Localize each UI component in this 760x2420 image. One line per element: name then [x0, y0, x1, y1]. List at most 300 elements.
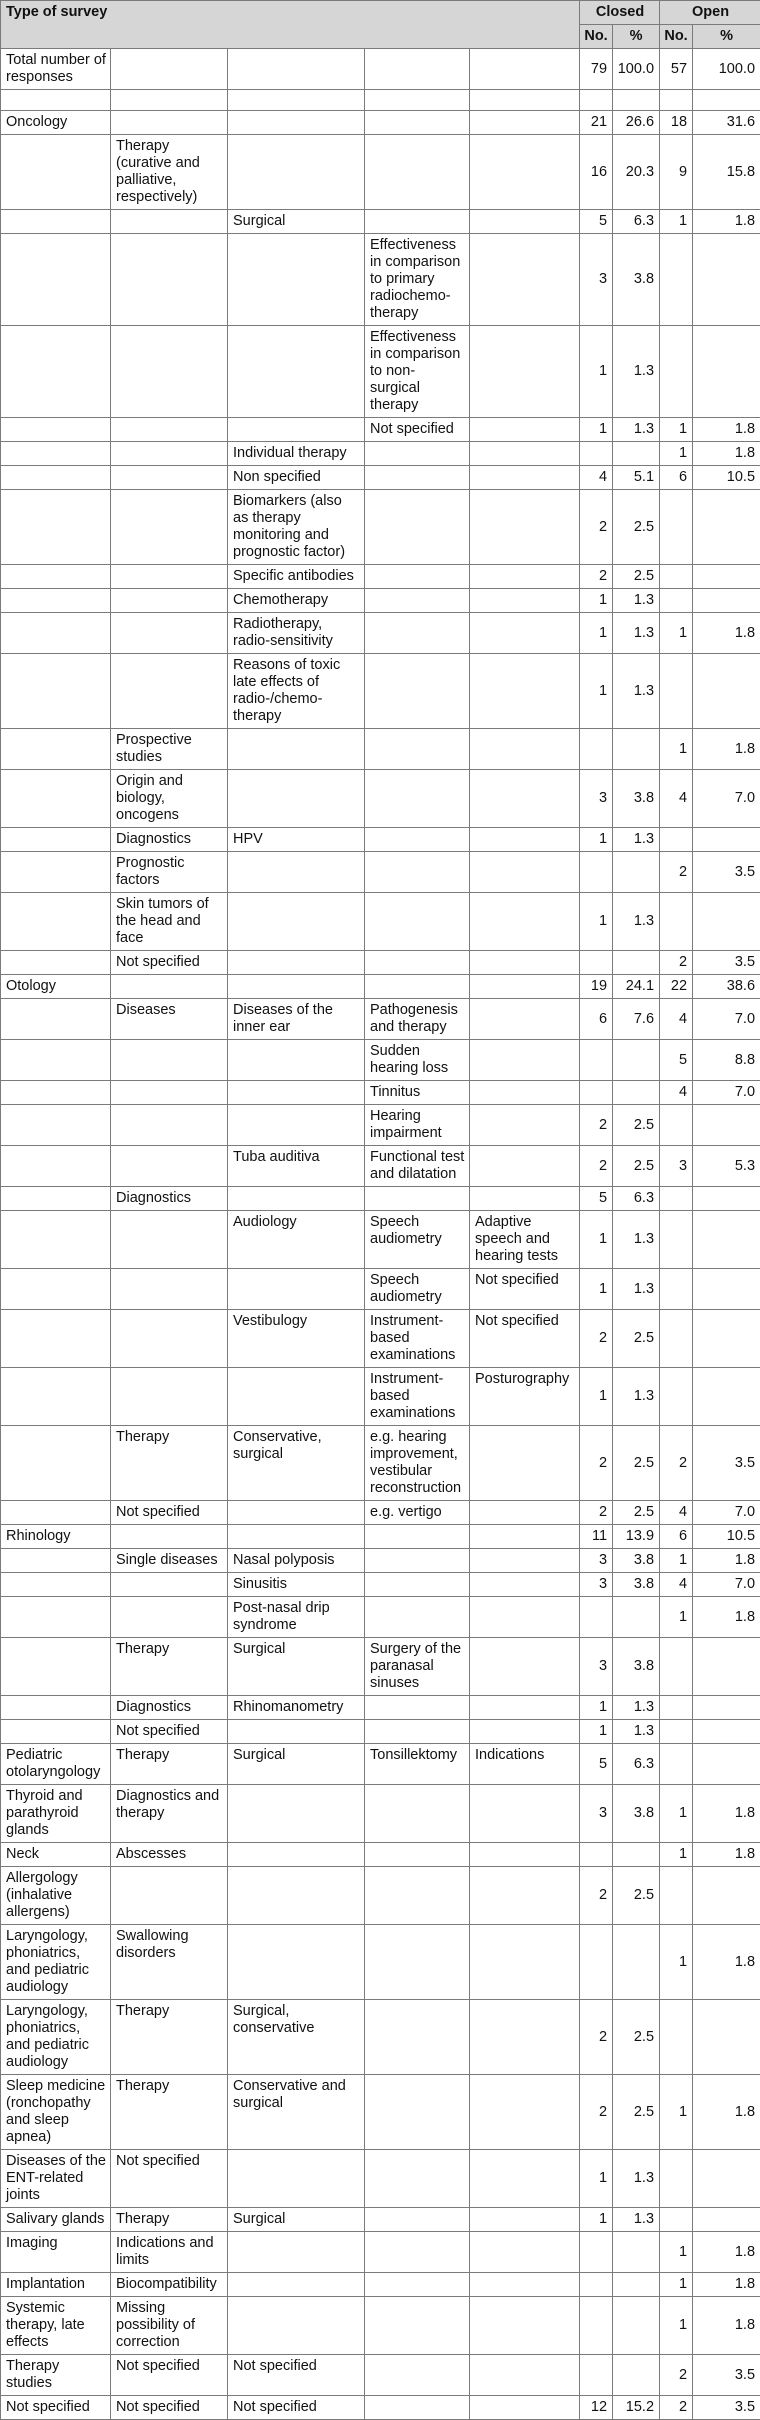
detail-cell — [470, 1426, 580, 1501]
type-of-survey-header: Type of survey — [1, 1, 580, 49]
open-pct-cell: 1.8 — [693, 613, 760, 654]
detail-cell — [470, 1843, 580, 1867]
subtopic-cell — [365, 1573, 470, 1597]
open-pct-cell — [693, 326, 760, 418]
topic-cell — [228, 729, 365, 770]
subcategory-cell: Swallowing disorders — [111, 1925, 228, 2000]
closed-pct-cell: 1.3 — [613, 828, 660, 852]
detail-cell — [470, 770, 580, 828]
closed-pct-cell: 2.5 — [613, 1310, 660, 1368]
closed-pct-cell: 7.6 — [613, 999, 660, 1040]
open-no-cell: 1 — [660, 1925, 693, 2000]
open-pct-cell: 31.6 — [693, 111, 760, 135]
subtopic-cell — [365, 1843, 470, 1867]
closed-no-cell: 1 — [580, 1720, 613, 1744]
closed-pct-cell: 1.3 — [613, 613, 660, 654]
subtopic-cell: e.g. vertigo — [365, 1501, 470, 1525]
open-pct-cell: 5.3 — [693, 1146, 760, 1187]
category-cell — [1, 234, 111, 326]
detail-cell — [470, 1867, 580, 1925]
open-no-cell — [660, 565, 693, 589]
open-no-cell — [660, 1867, 693, 1925]
subtopic-cell — [365, 2273, 470, 2297]
subtopic-cell: Instrument-based examinations — [365, 1310, 470, 1368]
subtopic-cell — [365, 2150, 470, 2208]
open-no-cell: 4 — [660, 1573, 693, 1597]
category-cell — [1, 1549, 111, 1573]
subcategory-cell: Diagnostics and therapy — [111, 1785, 228, 1843]
detail-cell — [470, 234, 580, 326]
closed-no-cell — [580, 442, 613, 466]
closed-header: Closed — [580, 1, 660, 25]
detail-cell — [470, 951, 580, 975]
detail-cell — [470, 2355, 580, 2396]
closed-no-cell: 3 — [580, 1573, 613, 1597]
detail-cell — [470, 2273, 580, 2297]
closed-pct-cell: 1.3 — [613, 326, 660, 418]
subcategory-cell — [111, 442, 228, 466]
closed-pct-cell: 1.3 — [613, 1720, 660, 1744]
table-row — [1, 565, 760, 589]
category-cell: Pediatric otolaryngology — [1, 1744, 111, 1785]
category-cell — [1, 1501, 111, 1525]
open-pct-cell: 10.5 — [693, 1525, 760, 1549]
detail-cell — [470, 418, 580, 442]
subtopic-cell — [365, 975, 470, 999]
topic-cell: Surgical — [228, 1638, 365, 1696]
closed-pct-cell: 13.9 — [613, 1525, 660, 1549]
detail-cell — [470, 2232, 580, 2273]
subcategory-cell: Prospective studies — [111, 729, 228, 770]
open-no-cell — [660, 326, 693, 418]
category-cell — [1, 1310, 111, 1368]
subtopic-cell — [365, 589, 470, 613]
closed-pct-cell — [613, 2355, 660, 2396]
category-cell — [1, 490, 111, 565]
topic-cell — [228, 2273, 365, 2297]
closed-no-cell: 79 — [580, 49, 613, 90]
closed-no-cell: 5 — [580, 1187, 613, 1211]
category-cell — [1, 1426, 111, 1501]
subtopic-cell — [365, 1720, 470, 1744]
detail-cell — [470, 442, 580, 466]
topic-cell — [228, 2297, 365, 2355]
closed-no-cell: 2 — [580, 1867, 613, 1925]
category-cell: Salivary glands — [1, 2208, 111, 2232]
subcategory-cell — [111, 90, 228, 111]
subtopic-cell — [365, 2355, 470, 2396]
topic-cell — [228, 1720, 365, 1744]
open-pct-cell — [693, 234, 760, 326]
open-pct-cell — [693, 1211, 760, 1269]
table-row — [1, 1146, 760, 1187]
topic-cell — [228, 975, 365, 999]
table-row — [1, 1785, 760, 1843]
category-cell — [1, 210, 111, 234]
closed-no-cell: 1 — [580, 2150, 613, 2208]
table-row — [1, 210, 760, 234]
table-row — [1, 1081, 760, 1105]
closed-pct-cell: 3.8 — [613, 1549, 660, 1573]
closed-no-cell — [580, 852, 613, 893]
topic-cell — [228, 893, 365, 951]
subtopic-cell — [365, 770, 470, 828]
subcategory-cell — [111, 1269, 228, 1310]
topic-cell: Reasons of toxic late effects of radio-/chemo-therapy — [228, 654, 365, 729]
table-row — [1, 1843, 760, 1867]
table-row — [1, 1211, 760, 1269]
subcategory-cell: Diseases — [111, 999, 228, 1040]
open-no-cell: 9 — [660, 135, 693, 210]
table-row — [1, 1525, 760, 1549]
topic-cell — [228, 135, 365, 210]
category-cell: Implantation — [1, 2273, 111, 2297]
topic-cell — [228, 111, 365, 135]
subcategory-cell — [111, 418, 228, 442]
open-pct-cell — [693, 1310, 760, 1368]
subtopic-cell — [365, 1785, 470, 1843]
subtopic-cell — [365, 565, 470, 589]
closed-no-cell — [580, 1597, 613, 1638]
category-cell — [1, 852, 111, 893]
open-no-cell: 6 — [660, 1525, 693, 1549]
detail-cell — [470, 654, 580, 729]
closed-pct-cell: 2.5 — [613, 1867, 660, 1925]
closed-pct-cell — [613, 1925, 660, 2000]
closed-pct-cell: 20.3 — [613, 135, 660, 210]
detail-cell — [470, 1720, 580, 1744]
category-cell — [1, 565, 111, 589]
open-pct-cell: 8.8 — [693, 1040, 760, 1081]
subcategory-cell: Not specified — [111, 2396, 228, 2420]
subcategory-cell: Not specified — [111, 1501, 228, 1525]
subtopic-cell: Functional test and dilatation — [365, 1146, 470, 1187]
closed-no-cell: 1 — [580, 1696, 613, 1720]
topic-cell: Surgical — [228, 2208, 365, 2232]
open-pct-cell — [693, 2000, 760, 2075]
topic-cell: Rhinomanometry — [228, 1696, 365, 1720]
subtopic-cell — [365, 951, 470, 975]
table-row — [1, 1105, 760, 1146]
open-pct-cell: 3.5 — [693, 2396, 760, 2420]
open-pct-cell: 7.0 — [693, 1081, 760, 1105]
open-no-cell — [660, 2000, 693, 2075]
topic-cell: Surgical — [228, 210, 365, 234]
open-no-cell — [660, 1744, 693, 1785]
closed-no-cell: 5 — [580, 1744, 613, 1785]
closed-pct-cell: 3.8 — [613, 770, 660, 828]
closed-no-cell: 6 — [580, 999, 613, 1040]
open-no-cell — [660, 1211, 693, 1269]
detail-cell — [470, 1146, 580, 1187]
topic-cell — [228, 951, 365, 975]
closed-pct-cell — [613, 951, 660, 975]
table-header — [1, 1, 760, 49]
subtopic-cell: Effectiveness in comparison to primary radiochemo-therapy — [365, 234, 470, 326]
subcategory-cell — [111, 1597, 228, 1638]
subcategory-cell — [111, 1105, 228, 1146]
closed-pct-cell — [613, 90, 660, 111]
detail-cell — [470, 565, 580, 589]
topic-cell — [228, 418, 365, 442]
subtopic-cell: Tonsillektomy — [365, 1744, 470, 1785]
subcategory-cell — [111, 1040, 228, 1081]
open-pct-cell — [693, 1368, 760, 1426]
topic-cell — [228, 1525, 365, 1549]
open-pct-cell — [693, 490, 760, 565]
category-cell — [1, 1081, 111, 1105]
subtopic-cell: Surgery of the paranasal sinuses — [365, 1638, 470, 1696]
subcategory-cell: Skin tumors of the head and face — [111, 893, 228, 951]
subcategory-cell: Therapy (curative and palliative, respectively) — [111, 135, 228, 210]
closed-pct-cell: 2.5 — [613, 1426, 660, 1501]
subtopic-cell: Tinnitus — [365, 1081, 470, 1105]
open-pct-cell — [693, 893, 760, 951]
closed-pct-cell: 2.5 — [613, 2000, 660, 2075]
detail-cell: Posturography — [470, 1368, 580, 1426]
subcategory-cell: Not specified — [111, 2355, 228, 2396]
topic-cell: Surgical — [228, 1744, 365, 1785]
header-row-1 — [1, 1, 760, 25]
table-row — [1, 770, 760, 828]
closed-no-cell: 3 — [580, 1638, 613, 1696]
detail-cell — [470, 49, 580, 90]
open-pct-header: % — [693, 25, 760, 49]
open-pct-cell: 3.5 — [693, 852, 760, 893]
subcategory-cell: Diagnostics — [111, 828, 228, 852]
table-row — [1, 1549, 760, 1573]
subcategory-cell: Not specified — [111, 2150, 228, 2208]
subtopic-cell — [365, 729, 470, 770]
topic-cell: Chemotherapy — [228, 589, 365, 613]
topic-cell — [228, 234, 365, 326]
subtopic-cell — [365, 135, 470, 210]
closed-pct-cell: 2.5 — [613, 490, 660, 565]
closed-pct-cell: 1.3 — [613, 2208, 660, 2232]
closed-pct-cell: 26.6 — [613, 111, 660, 135]
topic-cell: Specific antibodies — [228, 565, 365, 589]
open-pct-cell — [693, 1269, 760, 1310]
category-cell — [1, 893, 111, 951]
table-row — [1, 729, 760, 770]
table-row — [1, 1573, 760, 1597]
topic-cell: Radiotherapy, radio-sensitivity — [228, 613, 365, 654]
open-no-cell — [660, 654, 693, 729]
topic-cell: Not specified — [228, 2396, 365, 2420]
open-no-cell: 22 — [660, 975, 693, 999]
closed-pct-cell: 1.3 — [613, 2150, 660, 2208]
open-no-cell — [660, 1105, 693, 1146]
closed-pct-cell — [613, 729, 660, 770]
open-no-cell: 2 — [660, 951, 693, 975]
topic-cell — [228, 1040, 365, 1081]
subcategory-cell: Diagnostics — [111, 1187, 228, 1211]
subtopic-cell — [365, 1925, 470, 2000]
topic-cell: Non specified — [228, 466, 365, 490]
table-row — [1, 893, 760, 951]
detail-cell — [470, 2208, 580, 2232]
detail-cell — [470, 1785, 580, 1843]
open-no-cell: 2 — [660, 2355, 693, 2396]
topic-cell — [228, 1269, 365, 1310]
table-row — [1, 442, 760, 466]
subtopic-cell — [365, 1597, 470, 1638]
topic-cell — [228, 852, 365, 893]
open-pct-cell — [693, 1638, 760, 1696]
category-cell: Not specified — [1, 2396, 111, 2420]
category-cell: Otology — [1, 975, 111, 999]
subtopic-cell — [365, 49, 470, 90]
topic-cell: Conservative, surgical — [228, 1426, 365, 1501]
open-no-cell: 1 — [660, 1549, 693, 1573]
topic-cell — [228, 326, 365, 418]
closed-no-cell — [580, 1843, 613, 1867]
subcategory-cell — [111, 565, 228, 589]
closed-no-cell: 1 — [580, 1269, 613, 1310]
subcategory-cell — [111, 1867, 228, 1925]
subcategory-cell — [111, 1368, 228, 1426]
closed-pct-cell — [613, 852, 660, 893]
detail-cell — [470, 1501, 580, 1525]
open-pct-cell: 7.0 — [693, 1501, 760, 1525]
table-row — [1, 852, 760, 893]
detail-cell: Not specified — [470, 1310, 580, 1368]
open-no-cell — [660, 1187, 693, 1211]
topic-cell: Individual therapy — [228, 442, 365, 466]
subcategory-cell — [111, 589, 228, 613]
table-row — [1, 326, 760, 418]
topic-cell: Audiology — [228, 1211, 365, 1269]
open-no-cell: 1 — [660, 2232, 693, 2273]
closed-pct-cell: 2.5 — [613, 1105, 660, 1146]
subcategory-cell — [111, 613, 228, 654]
detail-cell — [470, 1040, 580, 1081]
open-pct-cell: 1.8 — [693, 2273, 760, 2297]
category-cell — [1, 326, 111, 418]
topic-cell — [228, 49, 365, 90]
open-header: Open — [660, 1, 760, 25]
open-no-cell: 1 — [660, 2273, 693, 2297]
closed-no-cell — [580, 1925, 613, 2000]
subcategory-cell — [111, 490, 228, 565]
category-cell: Rhinology — [1, 1525, 111, 1549]
category-cell: Laryngology, phoniatrics, and pediatric audiology — [1, 1925, 111, 2000]
table-row — [1, 654, 760, 729]
subcategory-cell — [111, 975, 228, 999]
closed-no-cell: 1 — [580, 613, 613, 654]
open-pct-cell: 1.8 — [693, 2297, 760, 2355]
open-pct-cell: 1.8 — [693, 729, 760, 770]
closed-no-cell: 1 — [580, 654, 613, 729]
topic-cell — [228, 1867, 365, 1925]
subtopic-cell — [365, 2232, 470, 2273]
open-no-cell — [660, 2208, 693, 2232]
topic-cell: HPV — [228, 828, 365, 852]
open-no-cell — [660, 1696, 693, 1720]
closed-no-cell: 2 — [580, 2000, 613, 2075]
open-no-cell: 1 — [660, 613, 693, 654]
detail-cell — [470, 1638, 580, 1696]
open-pct-cell: 38.6 — [693, 975, 760, 999]
category-cell — [1, 1696, 111, 1720]
open-no-cell: 4 — [660, 770, 693, 828]
detail-cell — [470, 1573, 580, 1597]
subcategory-cell: Not specified — [111, 951, 228, 975]
detail-cell — [470, 1696, 580, 1720]
category-cell — [1, 1187, 111, 1211]
closed-no-cell: 2 — [580, 565, 613, 589]
topic-cell — [228, 2150, 365, 2208]
open-no-cell — [660, 90, 693, 111]
category-cell — [1, 1211, 111, 1269]
category-cell — [1, 729, 111, 770]
topic-cell: Diseases of the inner ear — [228, 999, 365, 1040]
category-cell — [1, 613, 111, 654]
open-no-cell — [660, 1368, 693, 1426]
open-no-cell: 2 — [660, 2396, 693, 2420]
topic-cell — [228, 90, 365, 111]
closed-pct-cell: 1.3 — [613, 1211, 660, 1269]
closed-no-cell: 3 — [580, 770, 613, 828]
table-body — [1, 49, 760, 2420]
subcategory-cell: Biocompatibility — [111, 2273, 228, 2297]
subtopic-cell: Not specified — [365, 418, 470, 442]
open-pct-cell — [693, 654, 760, 729]
topic-cell — [228, 1105, 365, 1146]
open-pct-cell — [693, 1696, 760, 1720]
subtopic-cell: Pathogenesis and therapy — [365, 999, 470, 1040]
closed-pct-cell: 24.1 — [613, 975, 660, 999]
open-no-cell — [660, 1310, 693, 1368]
topic-cell — [228, 1187, 365, 1211]
detail-cell — [470, 111, 580, 135]
closed-no-cell: 12 — [580, 2396, 613, 2420]
open-no-cell: 5 — [660, 1040, 693, 1081]
open-pct-cell: 1.8 — [693, 1785, 760, 1843]
subcategory-cell: Therapy — [111, 2075, 228, 2150]
category-cell: Systemic therapy, late effects — [1, 2297, 111, 2355]
subcategory-cell: Diagnostics — [111, 1696, 228, 1720]
subtopic-cell: Sudden hearing loss — [365, 1040, 470, 1081]
open-no-cell: 1 — [660, 2075, 693, 2150]
subcategory-cell — [111, 1310, 228, 1368]
topic-cell: Post-nasal drip syndrome — [228, 1597, 365, 1638]
open-pct-cell: 7.0 — [693, 1573, 760, 1597]
closed-pct-header: % — [613, 25, 660, 49]
topic-cell: Nasal polyposis — [228, 1549, 365, 1573]
category-cell — [1, 999, 111, 1040]
closed-no-cell: 3 — [580, 1549, 613, 1573]
open-pct-cell: 1.8 — [693, 1925, 760, 2000]
detail-cell — [470, 135, 580, 210]
closed-no-cell: 19 — [580, 975, 613, 999]
table-row — [1, 1867, 760, 1925]
open-pct-cell: 1.8 — [693, 1597, 760, 1638]
open-pct-cell — [693, 1720, 760, 1744]
detail-cell — [470, 1525, 580, 1549]
category-cell — [1, 1269, 111, 1310]
subcategory-cell: Single diseases — [111, 1549, 228, 1573]
topic-cell: Vestibulogy — [228, 1310, 365, 1368]
table-row — [1, 1040, 760, 1081]
subcategory-cell — [111, 1525, 228, 1549]
table-row — [1, 828, 760, 852]
subcategory-cell: Therapy — [111, 1638, 228, 1696]
detail-cell — [470, 466, 580, 490]
open-no-cell — [660, 490, 693, 565]
closed-pct-cell: 5.1 — [613, 466, 660, 490]
category-cell: Oncology — [1, 111, 111, 135]
